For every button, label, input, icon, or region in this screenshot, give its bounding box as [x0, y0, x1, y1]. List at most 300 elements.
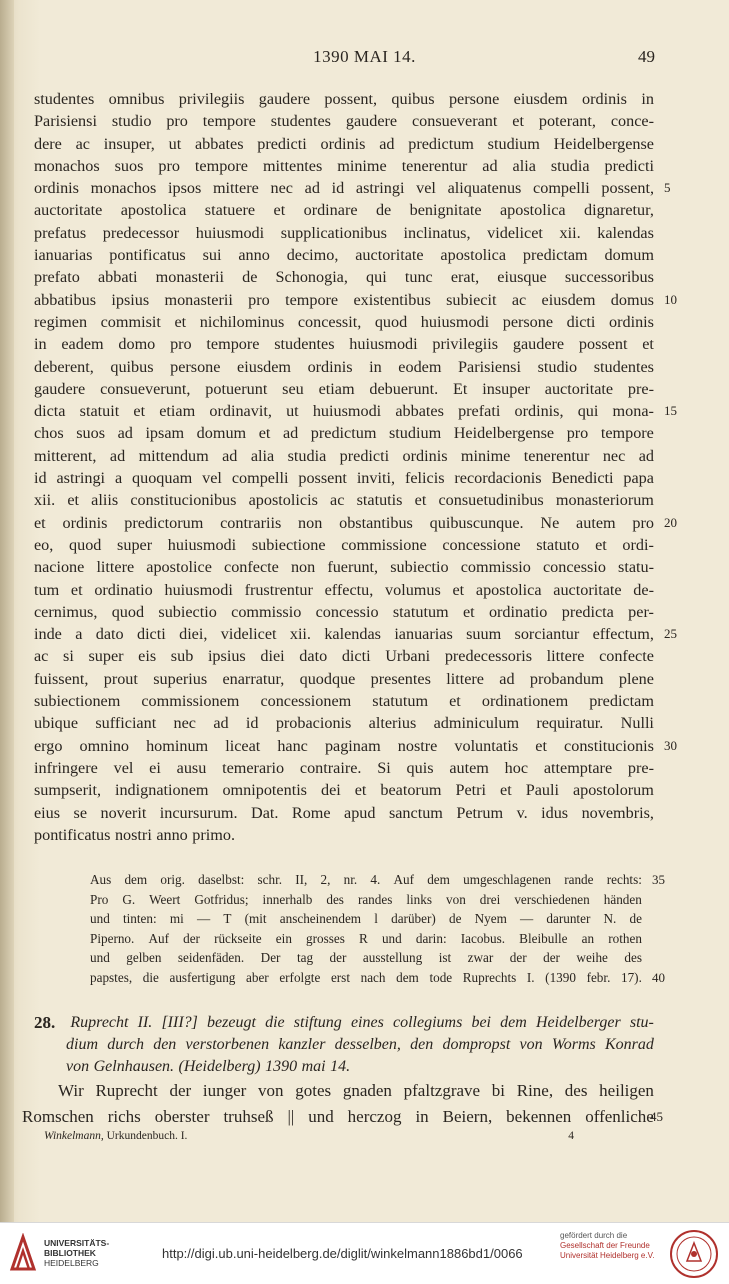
body-word: contrariis: [220, 513, 282, 532]
body-word: insuper,: [103, 134, 155, 153]
permalink-url[interactable]: http://digi.ub.uni-heidelberg.de/diglit/winkelmann1886bd1/0066: [162, 1246, 523, 1261]
body-line: [34, 779, 654, 801]
body-word: ordinare: [303, 201, 358, 220]
note-word: (1390: [545, 969, 576, 985]
body-word: autem: [576, 513, 616, 532]
note-word: tag: [296, 950, 314, 966]
body-word: frustrentur: [244, 580, 313, 599]
body-word: hoc: [504, 758, 529, 777]
body-word: et: [462, 602, 475, 621]
note-word: rothen: [608, 930, 642, 946]
body-word: debuerunt.: [369, 379, 439, 398]
body-word: ordinis: [582, 90, 627, 108]
body-word: anno: [156, 825, 188, 844]
body-word: quis: [406, 758, 434, 777]
body-word: statutum: [392, 602, 449, 621]
body-word: ad: [109, 446, 126, 465]
body-word: id: [34, 469, 47, 488]
body-word: apostolica: [475, 580, 542, 599]
body-word: abbates: [194, 134, 244, 153]
note-word: ausfertigung: [169, 969, 236, 985]
note-word: rechts:: [606, 872, 642, 887]
body-word: prefato: [34, 268, 80, 287]
body-word: liceat: [225, 736, 261, 755]
body-word: ad: [482, 156, 498, 175]
body-word: ianuarias: [394, 625, 453, 644]
heading-word: dium: [66, 1036, 98, 1053]
note-line: [90, 968, 665, 988]
body-word: supplicationibus: [280, 223, 387, 242]
body-line: [34, 400, 677, 422]
opening-line: [22, 1078, 654, 1104]
body-line: [34, 645, 654, 667]
body-line: [34, 824, 654, 846]
signature-author: Winkelmann,: [44, 1130, 104, 1142]
body-word: ad: [379, 134, 395, 153]
body-word: a: [75, 625, 83, 644]
body-word: ordinis: [307, 357, 353, 376]
body-word: domum: [196, 424, 247, 443]
note-word: ist: [438, 950, 452, 966]
body-word: effectum,: [592, 625, 654, 644]
note-word: gelben: [126, 950, 162, 966]
note-word: dem: [396, 969, 419, 985]
body-word: domum: [604, 246, 654, 265]
opening-line: [22, 1104, 663, 1130]
body-word: dere: [34, 134, 62, 153]
body-word: mittentes: [262, 156, 323, 175]
body-word: voluntatis: [454, 736, 519, 755]
body-line: [34, 222, 654, 244]
body-word: dicti: [136, 625, 166, 644]
body-word: privilegiis: [178, 90, 245, 108]
body-word: nec: [602, 446, 626, 465]
body-line: [34, 133, 654, 155]
body-word: huiusmodi: [312, 402, 382, 421]
body-word: suos: [114, 156, 144, 175]
document-number: 28.: [34, 1013, 56, 1032]
body-word: successoribus: [564, 268, 654, 287]
note-word: 17).: [620, 969, 642, 985]
body-word: volumus: [385, 580, 441, 599]
body-word: ordinis: [62, 513, 108, 532]
opening-word: Beiern,: [442, 1107, 493, 1126]
note-line: [90, 948, 642, 968]
note-word: Iacobus.: [460, 930, 506, 946]
source-note: [90, 870, 665, 988]
body-word: gaudere: [345, 112, 398, 131]
opening-word: ||: [287, 1107, 295, 1126]
body-word: ordinis,: [514, 402, 564, 421]
body-word: chos: [34, 424, 64, 443]
note-word: mi: [169, 911, 184, 927]
sponsor-line1: gefördert durch die: [560, 1231, 628, 1240]
body-word: studium: [487, 134, 540, 153]
body-word: felicis: [404, 469, 445, 488]
library-name-line3: HEIDELBERG: [44, 1258, 99, 1268]
body-word: nostre: [397, 736, 438, 755]
heading-word: Ruprecht: [70, 1014, 129, 1031]
body-word: astringi: [56, 469, 106, 488]
running-head-title: 1390 MAI 14.: [313, 47, 416, 66]
body-word: xii.: [34, 491, 56, 510]
body-line: [34, 445, 654, 467]
body-word: ordinis: [609, 312, 654, 331]
body-word: sub: [170, 647, 194, 666]
body-word: beatorum: [380, 781, 442, 800]
body-word: ordinis: [34, 179, 79, 198]
heading-word: (Heidelberg): [178, 1058, 261, 1075]
body-line: [34, 757, 654, 779]
note-word: rückseite: [214, 930, 262, 946]
body-word: domus: [610, 290, 654, 309]
body-word: abbatibus: [34, 290, 97, 309]
body-word: et: [70, 580, 83, 599]
body-word: et: [452, 580, 465, 599]
body-word: ordinis: [402, 446, 448, 465]
body-word: dicti: [341, 647, 371, 666]
body-word: superius: [153, 669, 208, 688]
body-word: per-: [628, 602, 654, 621]
body-word: apostolica: [499, 201, 566, 220]
body-line: [34, 333, 654, 355]
body-word: pontificatus: [34, 825, 111, 844]
note-word: die: [142, 969, 159, 985]
body-word: ut: [286, 402, 299, 421]
body-word: id: [331, 179, 345, 198]
note-word: ausstellung: [362, 950, 423, 966]
body-word: studio: [537, 357, 578, 376]
body-word: omnino: [79, 736, 130, 755]
note-word: tode: [429, 969, 453, 985]
body-word: concessio: [315, 602, 379, 621]
body-word: domo: [118, 335, 156, 354]
body-word: studentes: [274, 335, 335, 354]
heading-word: Gelnhausen.: [93, 1058, 175, 1075]
body-word: a: [114, 469, 123, 488]
body-word: compelli: [231, 469, 289, 488]
body-word: quoquam: [132, 469, 193, 488]
note-word: dem: [427, 872, 450, 887]
body-line: [34, 110, 654, 132]
body-word: indignationem: [114, 781, 209, 800]
book-spine-shadow: [0, 0, 14, 1222]
note-word: ein: [275, 930, 292, 946]
note-word: Auf: [393, 872, 414, 887]
body-word: paginam: [324, 736, 381, 755]
body-word: potuerunt: [205, 379, 268, 398]
body-line: [34, 289, 677, 311]
note-word: R: [359, 930, 368, 946]
body-word: subiecit: [446, 290, 497, 309]
body-word: huiusmodi: [195, 223, 265, 242]
body-word: eiusdem: [513, 90, 568, 108]
heading-word: stu-: [629, 1014, 654, 1031]
body-word: eadem: [61, 335, 104, 354]
body-word: fuerunt,: [327, 558, 379, 577]
note-word: Gotfridus;: [194, 891, 249, 907]
note-line: [90, 929, 642, 949]
body-word: ordinatio: [488, 602, 548, 621]
body-word: mittere: [212, 179, 259, 198]
body-word: commisit: [100, 312, 161, 331]
body-word: et: [595, 535, 607, 554]
note-word: l: [374, 911, 378, 927]
body-word: et: [535, 736, 547, 755]
body-word: ordinatio: [94, 580, 153, 599]
signature-title: Urkundenbuch. I.: [106, 1130, 188, 1142]
opening-word: Ruprecht: [95, 1081, 158, 1100]
body-word: temerario: [222, 758, 285, 777]
note-word: I.: [526, 969, 535, 985]
body-word: Dat.: [251, 803, 279, 822]
body-word: possent: [578, 335, 628, 354]
body-line: [34, 311, 654, 333]
body-line: [34, 802, 654, 824]
body-word: tempore: [285, 290, 339, 309]
note-word: an: [581, 930, 595, 946]
note-word: papstes,: [90, 969, 133, 985]
body-word: vel: [416, 179, 436, 198]
heading-word: von: [519, 1036, 543, 1053]
body-word: gaudere: [34, 379, 86, 398]
body-word: existentibus: [353, 290, 431, 309]
body-word: non: [290, 558, 316, 577]
body-word: concessio: [543, 558, 606, 577]
body-word: de: [242, 268, 258, 287]
body-word: pro: [170, 335, 192, 354]
body-word: noverit: [100, 803, 147, 822]
body-word: persone: [448, 90, 500, 108]
note-word: verschiedenen: [514, 891, 590, 907]
body-word: non: [298, 513, 323, 532]
body-word: ubique: [34, 714, 79, 733]
body-word: subiectio: [390, 558, 449, 577]
body-word: astringi: [355, 179, 405, 198]
body-word: persone: [170, 357, 221, 376]
opening-word: iunger: [202, 1081, 247, 1100]
body-word: kalendas: [324, 625, 381, 644]
heading-line: [34, 1056, 654, 1078]
body-word: ac: [511, 290, 527, 309]
note-word: —: [196, 911, 211, 927]
body-word: et: [642, 335, 654, 354]
body-word: novembris,: [581, 803, 654, 822]
body-word: predicti: [604, 156, 654, 175]
note-word: der: [329, 950, 347, 966]
body-word: inde: [34, 625, 62, 644]
heading-line: [34, 1012, 654, 1034]
viewer-footer: [0, 1222, 729, 1284]
body-word: eiusque: [497, 268, 547, 287]
heading-word: Konrad: [604, 1036, 654, 1053]
body-word: adminiculum: [433, 714, 520, 733]
body-word: subiectione: [251, 535, 326, 554]
heading-word: kanzler: [278, 1036, 326, 1053]
body-word: confecte: [599, 647, 654, 666]
body-word: monasterii: [164, 290, 233, 309]
body-word: poterant,: [538, 112, 596, 131]
note-word: der: [509, 950, 527, 966]
body-word: gaudere: [258, 90, 311, 108]
note-word: der: [543, 950, 560, 966]
body-line: [34, 712, 654, 734]
body-word: abbati: [97, 268, 138, 287]
opening-word: Rine,: [516, 1081, 554, 1100]
body-word: kalendas: [597, 223, 654, 242]
body-word: et: [354, 781, 367, 800]
opening-word: truhseß: [223, 1107, 274, 1126]
body-word: ad: [638, 446, 654, 465]
note-word: darin:: [415, 930, 447, 946]
heading-word: dompropst: [442, 1036, 511, 1053]
body-word: et: [67, 491, 79, 510]
body-word: probandum: [529, 669, 604, 688]
heading-word: verstorbenen: [185, 1036, 270, 1053]
body-word: vel: [202, 469, 222, 488]
body-line: [34, 601, 654, 623]
opening-word: Wir: [58, 1081, 84, 1100]
body-line: [34, 177, 671, 199]
body-word: statuto: [536, 535, 580, 554]
body-word: et: [500, 781, 512, 800]
heading-word: dem: [500, 1014, 527, 1031]
body-word: littere: [546, 647, 585, 666]
body-word: quibus: [391, 90, 435, 108]
body-word: constitucionis: [564, 736, 654, 755]
note-word: darunter: [546, 911, 591, 927]
body-word: ad: [304, 179, 320, 198]
body-line: [34, 579, 654, 601]
body-word: quod: [69, 535, 102, 554]
body-word: tempore: [202, 112, 256, 131]
body-word: ergo: [34, 736, 63, 755]
heading-word: 1390: [265, 1058, 298, 1075]
sheet-number: 4: [568, 1130, 574, 1142]
body-word: et: [133, 402, 146, 421]
body-word: aliquatenus: [447, 179, 522, 198]
body-word: anno: [238, 246, 270, 265]
body-word: ac: [34, 647, 49, 666]
note-word: Aus: [90, 872, 112, 887]
body-word: privilegiis: [432, 335, 499, 354]
note-word: daselbst:: [198, 872, 245, 887]
body-word: ad: [499, 669, 515, 688]
body-word: ipsius: [207, 647, 246, 666]
body-line: [34, 155, 654, 177]
university-library-logo-icon[interactable]: [8, 1233, 38, 1273]
heading-word: collegiums: [392, 1014, 463, 1031]
body-word: predictam: [522, 246, 588, 265]
body-word: huiusmodi: [167, 535, 237, 554]
body-word: apostolica: [440, 246, 507, 265]
body-word: Petrum: [456, 803, 504, 822]
body-word: predicta: [561, 602, 614, 621]
body-word: quibus: [110, 357, 154, 376]
note-word: erfolgte: [279, 969, 321, 985]
body-word: prefatus: [34, 223, 87, 242]
body-word: pro: [166, 112, 188, 131]
body-word: pro: [158, 156, 180, 175]
body-word: sui: [202, 246, 222, 265]
body-word: mittendum: [138, 446, 209, 465]
body-word: quibuscunque.: [429, 513, 524, 532]
body-word: et: [449, 692, 461, 711]
body-word: deberent,: [34, 357, 94, 376]
heading-word: bezeugt: [207, 1014, 256, 1031]
body-word: minime: [337, 156, 387, 175]
heading-word: Worms: [551, 1036, 596, 1053]
margin-line-number: 40: [652, 969, 665, 985]
body-word: dicta: [34, 402, 66, 421]
sponsor-line3: Universität Heidelberg e.V.: [560, 1251, 655, 1260]
body-word: studio: [111, 112, 152, 131]
heading-word: bei: [471, 1014, 491, 1031]
body-word: predicti: [339, 446, 390, 465]
body-word: Parisiensi: [458, 357, 521, 376]
body-word: consueverunt,: [100, 379, 191, 398]
body-word: ac: [75, 134, 90, 153]
body-word: ordinationem: [481, 692, 569, 711]
heading-word: Heidelberger: [535, 1014, 621, 1031]
body-word: et: [174, 312, 187, 331]
note-word: (mit: [244, 911, 267, 927]
heading-word: von: [66, 1058, 90, 1075]
body-word: Heidelbergense: [453, 424, 555, 443]
body-word: pontificatus: [109, 246, 186, 265]
body-word: effectu,: [324, 580, 374, 599]
library-name[interactable]: [44, 1238, 109, 1268]
sponsor-text[interactable]: [560, 1231, 654, 1261]
body-word: auctoritate: [544, 379, 614, 398]
body-line: [34, 556, 654, 578]
body-word: monasteriorum: [555, 491, 654, 510]
note-word: der: [183, 930, 200, 946]
body-word: ut: [168, 134, 182, 153]
body-word: Et: [453, 379, 468, 398]
body-word: probacionis: [275, 714, 352, 733]
body-word: aliis: [91, 491, 119, 510]
note-word: innerhalb: [262, 891, 313, 907]
body-word: persone: [502, 312, 554, 331]
body-word: subiectionem: [34, 692, 121, 711]
heading-word: II.: [137, 1014, 153, 1031]
margin-line-number: 35: [652, 872, 665, 887]
note-word: 2,: [320, 872, 331, 887]
body-word: sumpserit,: [34, 781, 101, 800]
body-line: [34, 690, 654, 712]
body-word: predictam: [589, 692, 654, 711]
university-seal-icon[interactable]: [669, 1229, 719, 1279]
note-word: und: [90, 911, 110, 927]
body-word: monachos: [90, 179, 157, 198]
body-word: eiusdem: [237, 357, 291, 376]
body-word: subiectio: [158, 602, 217, 621]
body-word: tempore: [194, 156, 248, 175]
body-line: [34, 623, 677, 645]
heading-word: die: [265, 1014, 285, 1031]
body-word: sufficiant: [95, 714, 157, 733]
body-word: qui: [577, 402, 599, 421]
body-word: nec: [173, 714, 196, 733]
body-word: Benedicti: [551, 469, 614, 488]
note-word: 4.: [370, 872, 381, 887]
body-word: nichilominus: [199, 312, 285, 331]
body-word: commissionem: [141, 692, 240, 711]
note-word: Piperno.: [90, 930, 135, 946]
note-word: und: [90, 950, 110, 966]
body-word: pro: [632, 513, 654, 532]
